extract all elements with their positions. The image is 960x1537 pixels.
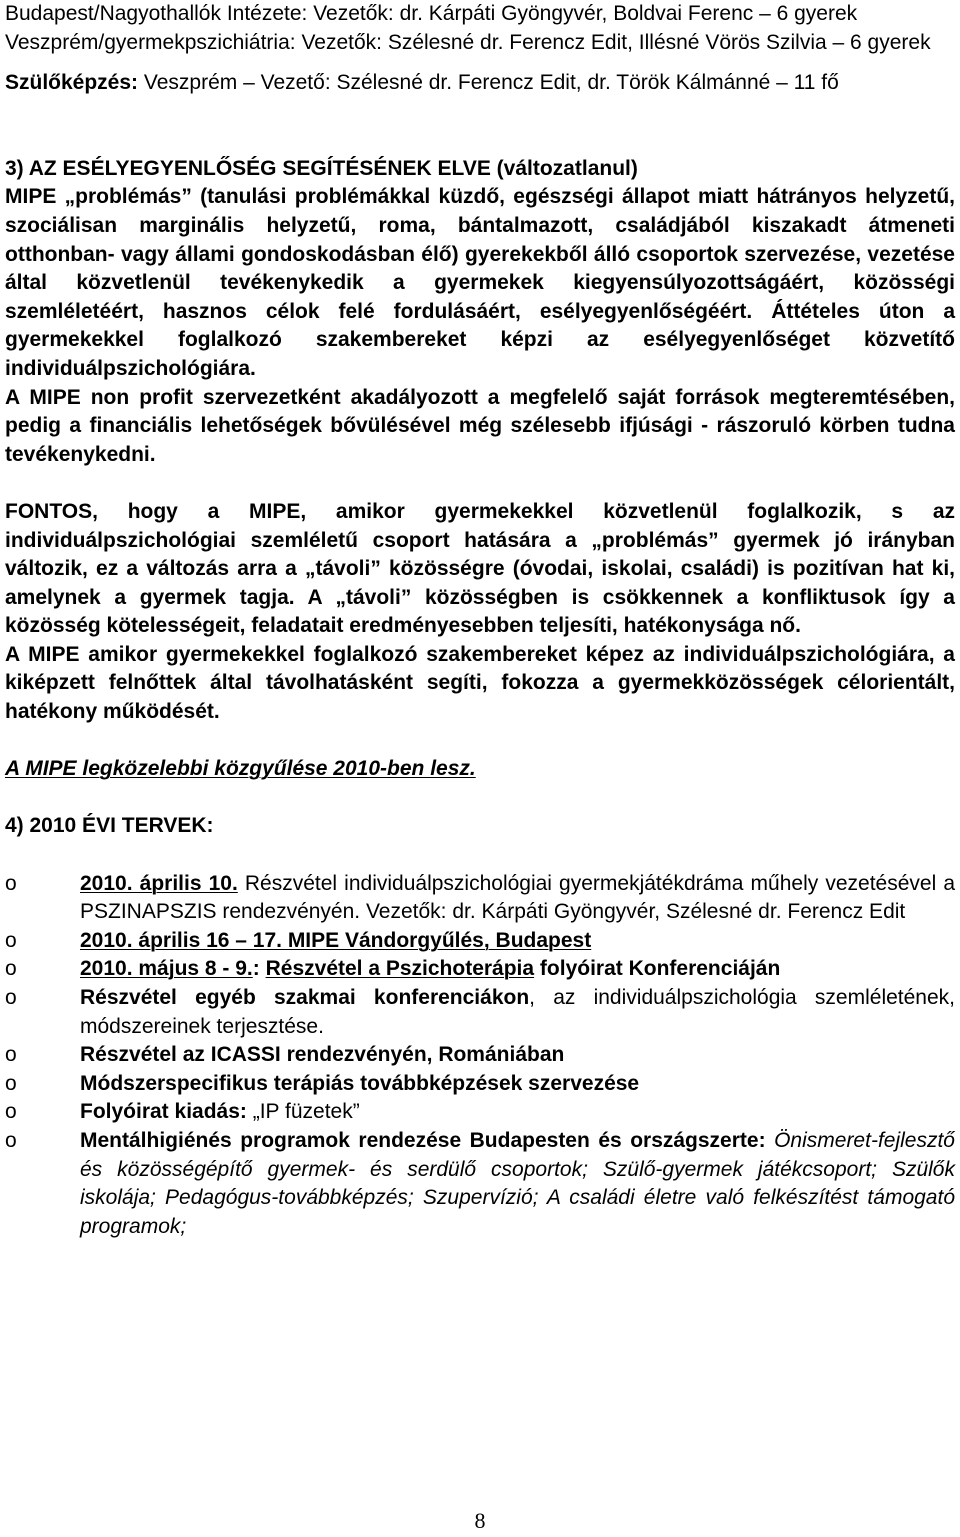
- section3-paragraph-3: FONTOS, hogy a MIPE, amikor gyermekekkel közvetlenül foglalkozik, s az individuálpszichológiai szemléletű csoport hatására a „problémás” gyermek jó irányban változik, ez a változás arra a „távoli” közösségre (óvodai, iskolai, családi) is pozitívan hat ki, amelynek a gyermek tagja. A „távoli” közösségben is csökkennek a konfliktusok így a közösség kötelességeit, feladatait eredményesebben teljesíti, hatékonysága nő.: [5, 499, 955, 638]
- bullet-icon: o: [5, 1043, 17, 1067]
- list-item: [5, 955, 955, 984]
- section4-heading: 4) 2010 ÉVI TERVEK:: [5, 814, 214, 838]
- section3-paragraph-4: A MIPE amikor gyermekekkel foglalkozó szakembereket képez az individuálpszichológiára, a kiképzett felnőttek által távolhatásként segíti, fokozza a gyermekközösségek célorientált, hatékony működését.: [5, 642, 955, 724]
- assembly-notice: A MIPE legközelebbi közgyűlése 2010-ben lesz.: [5, 757, 476, 781]
- plan-journal: Részvétel a Pszichoterápia: [265, 957, 535, 981]
- plan-lead: Módszerspecifikus terápiás továbbképzések szervezése: [80, 1071, 640, 1095]
- page-number: 8: [474, 1508, 486, 1533]
- plan-text: Részvétel individuálpszichológiai gyermekjátékdráma műhely vezetésével a PSZINAPSZIS rendezvényén. Vezetők: dr. Kárpáti Gyöngyvér, Szélesné dr. Ferencz Edit: [80, 871, 956, 924]
- plan-lead: 2010. április 10.: [80, 871, 238, 895]
- plan-text: , az individuálpszichológia szemléletének, módszereinek terjesztése.: [80, 986, 955, 1038]
- section3-heading: 3) AZ ESÉLYEGYENLŐSÉG SEGÍTÉSÉNEK ELVE (változatlanul): [5, 156, 638, 180]
- list-item: [5, 1041, 955, 1070]
- section3-paragraph-2: A MIPE non profit szervezetként akadályozott a megfelelő saját források megteremtésében, pedig a financiális lehetőségek bővülésével még szélesebb ifjúsági - rászoruló körben tudna tevékenykedni.: [5, 385, 955, 466]
- bullet-icon: o: [5, 986, 17, 1009]
- bullet-icon: o: [5, 928, 17, 952]
- plan-lead: Részvétel az ICASSI rendezvényén, Romániában: [80, 1043, 565, 1067]
- section3-paragraph-1: MIPE „problémás” (tanulási problémákkal küzdő, egészségi állapot miatt hátrányos helyzetű, szociálisan marginális helyzetű, roma, bántalmazott, családjából kiszakadt átmeneti otthonban- vagy állami gondoskodásban élő) gyerekekből álló csoportok szervezése, vezetése által közvetlenül tevékenykedik a gyermekek kiegyensúlyozottságáért, közösségi szemléletéért, hasznos célok felé fordulásáért, esélyegyenlőségéért. Áttételes úton a gyermekekkel foglalkozó szakembereket képzi az esélyegyenlőséget közvetítő individuálpszichológiára.: [5, 185, 955, 380]
- bullet-icon: o: [5, 1071, 17, 1095]
- list-item: [5, 1127, 955, 1241]
- document-page: [5, 0, 955, 1241]
- parent-training-label: Szülőképzés:: [5, 71, 139, 95]
- list-item: [5, 984, 955, 1041]
- plan-lead: 2010. május 8 - 9.: [80, 957, 253, 981]
- list-item: [5, 1098, 955, 1127]
- intro-line-veszprem: Veszprém/gyermekpszichiátria: Vezetők: Szélesné dr. Ferencz Edit, Illésné Vörös Szilvia – 6 gyerek: [5, 30, 931, 54]
- list-item: [5, 870, 955, 927]
- list-item: [5, 927, 955, 956]
- plan-lead: 2010. április 16 – 17. MIPE Vándorgyűlés, Budapest: [80, 928, 592, 952]
- bullet-icon: o: [5, 1128, 17, 1152]
- plan-lead: Részvétel egyéb szakmai konferenciákon: [80, 986, 530, 1009]
- plan-lead: Folyóirat kiadás:: [80, 1100, 247, 1124]
- bullet-icon: o: [5, 957, 17, 981]
- plan-text: folyóirat Konferenciáján: [534, 957, 781, 981]
- plans-list: [5, 870, 955, 1242]
- bullet-icon: o: [5, 871, 17, 895]
- plan-text: „IP füzetek”: [246, 1100, 360, 1124]
- parent-training-line: [5, 69, 955, 98]
- plan-text: Önismeret-fejlesztő és közösségépítő gyermek- és serdülő csoportok; Szülő-gyermek játékcsoport; Szülők iskolája; Pedagógus-továbbképzés; Szupervízió; A családi életre való felkészítést támogató programok;: [80, 1128, 955, 1238]
- plan-separator: :: [252, 957, 266, 981]
- list-item: [5, 1070, 955, 1099]
- intro-line-budapest: Budapest/Nagyothallók Intézete: Vezetők: dr. Kárpáti Gyöngyvér, Boldvai Ferenc – 6 gyerek: [5, 2, 858, 25]
- parent-training-text: Veszprém – Vezető: Szélesné dr. Ferencz Edit, dr. Török Kálmánné – 11 fő: [138, 71, 839, 95]
- bullet-icon: o: [5, 1100, 17, 1124]
- plan-lead: Mentálhigiénés programok rendezése Budapesten és országszerte:: [80, 1128, 766, 1152]
